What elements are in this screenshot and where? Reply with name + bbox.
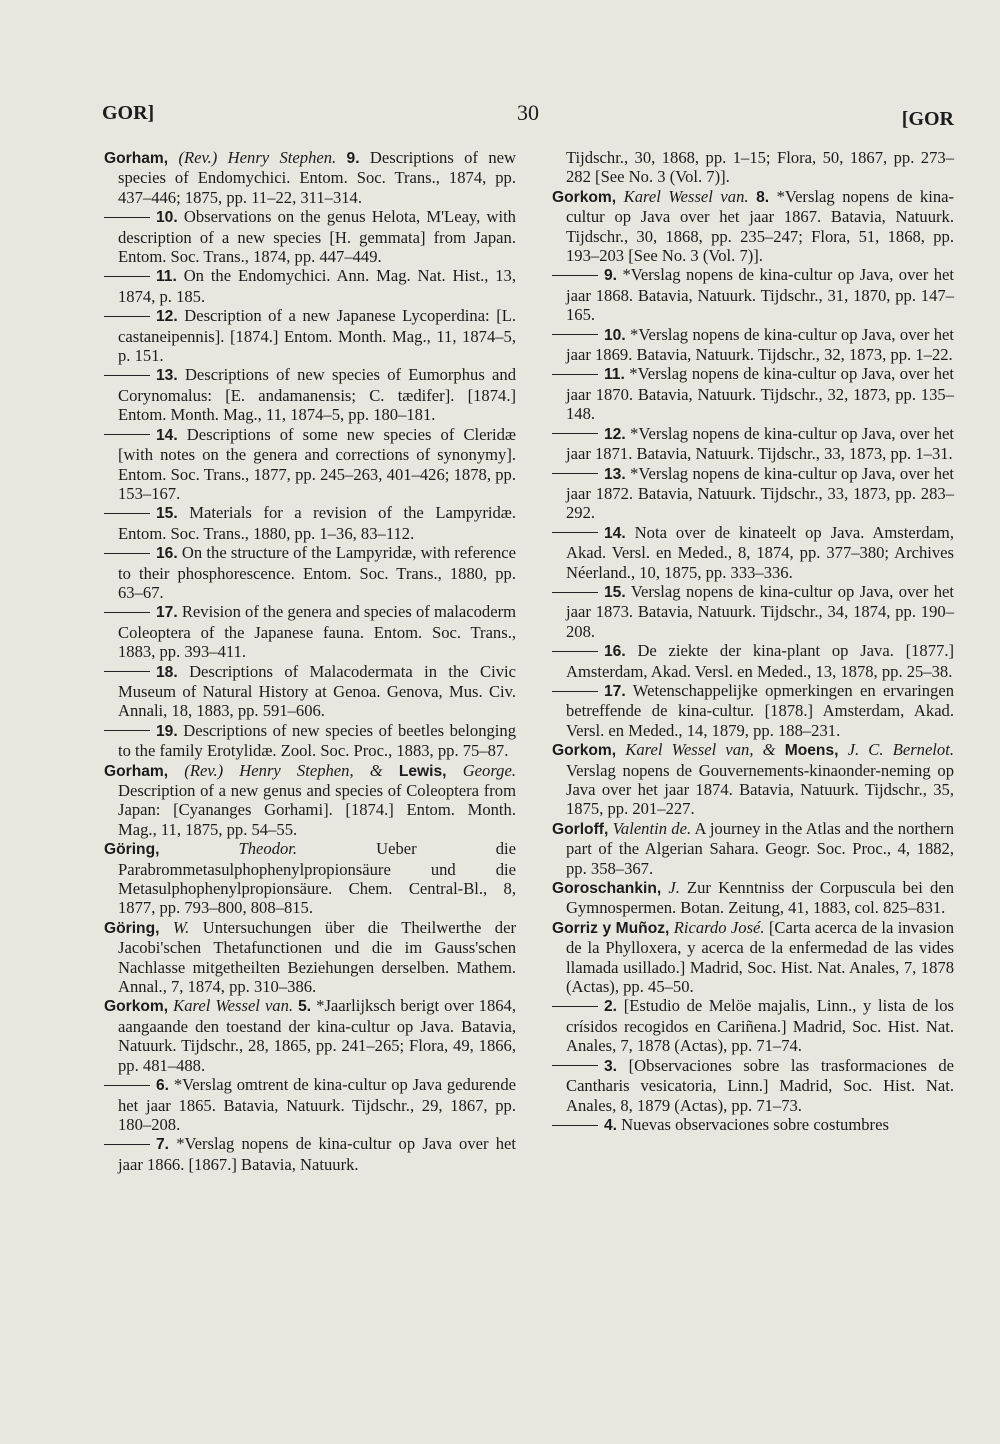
entry-text: Nota over de kinateelt op Java. Amsterdam, Akad. Versl. en Meded., 8, 1874, pp. 377–380; Archives Néerland., 10, 1875, pp. 333–336.: [566, 522, 954, 582]
bibliography-entry: [104, 207, 516, 266]
entry-text: Description of a new Japanese Lycoperdina: [L. castaneipennis]. [1874.] Entom. Month. Mag., 11, 1874–5, p. 151.: [118, 306, 517, 366]
ditto-rule: [552, 1006, 598, 1007]
entry-number: 5.: [298, 998, 312, 1016]
author-given-name: W.: [172, 917, 190, 937]
entry-text: De ziekte der kina-plant op Java. [1877.] Amsterdam, Akad. Versl. en Meded., 13, 1878, pp. 25–38.: [566, 641, 954, 681]
ditto-rule: [104, 1144, 150, 1145]
entry-number: 8.: [756, 188, 770, 206]
entry-number: 15.: [604, 583, 626, 601]
ditto-rule: [104, 730, 150, 731]
entry-number: 6.: [156, 1077, 170, 1095]
bibliography-entry: [552, 364, 954, 423]
bibliography-entry: [104, 503, 516, 543]
entry-text: Untersuchungen über die Theilwerthe der Jacobi'schen Thetafunctionen und die im Gauss'schen Nachlasse mitgetheilten Beziehungen derselben. Mathem. Annal., 7, 1874, pp. 310–386.: [118, 917, 516, 997]
entry-text: *Verslag nopens de kina-cultur op Java, over het jaar 1870. Batavia, Natuurk. Tijdschr., 32, 1873, pp. 135–148.: [566, 364, 954, 424]
entry-text: Materials for a revision of the Lampyridæ. Entom. Soc. Trans., 1880, pp. 1–36, 83–112.: [118, 503, 516, 543]
bibliography-entry: [552, 996, 954, 1055]
entry-number: 10.: [156, 209, 178, 227]
ditto-rule: [552, 651, 598, 652]
bibliography-entry: [552, 148, 954, 187]
coauthor-name: Lewis,: [398, 762, 447, 780]
ditto-rule: [104, 513, 150, 514]
entry-text: Verslag nopens de kina-cultur op Java, over het jaar 1873. Batavia, Natuurk. Tijdschr., 34, 1874, pp. 190–208.: [566, 581, 954, 641]
entry-text: On the structure of the Lampyridæ, with reference to their phosphorescence. Entom. Soc. Trans., 1880, pp. 63–67.: [118, 543, 516, 602]
entry-text: Descriptions of new species of Eumorphus and Corynomalus: [E. andamanensis; C. tædifer]. [1874.] Entom. Month. Mag., 11, 1874–5, pp. 180–181.: [118, 365, 516, 425]
bibliography-entry: [552, 424, 954, 464]
bibliography-entry: [104, 266, 516, 306]
author-given-name: J.: [668, 878, 680, 898]
bibliography-entry: [104, 306, 516, 365]
bibliography-entry: [552, 878, 954, 918]
entry-number: 16.: [156, 545, 178, 563]
entry-text: *Verslag omtrent de kina-cultur op Java gedurende het jaar 1865. Batavia, Natuurk. Tijdschr., 29, 1867, pp. 180–208.: [118, 1075, 516, 1134]
author-given-name: Karel Wessel van.: [173, 996, 294, 1016]
bibliography-entry: [552, 681, 954, 740]
entry-text: Descriptions of Malacodermata in the Civic Museum of Natural History at Genoa. Genova, Mus. Civ. Annali, 18, 1883, pp. 591–606.: [118, 661, 517, 721]
author-name: Göring,: [104, 919, 160, 937]
author-given-name: Ricardo José.: [673, 917, 765, 937]
ditto-rule: [552, 532, 598, 533]
entry-text: *Verslag nopens de kina-cultur op Java, over het jaar 1868. Batavia, Natuurk. Tijdschr., 31, 1870, pp. 147–165.: [566, 265, 954, 325]
ditto-rule: [104, 612, 150, 613]
entry-text: [Carta acerca de la invasion de la Phylloxera, y acerca de la enfermedad de las vides llamada usillado.] Madrid, Soc. Hist. Nat. Anales, 7, 1878 (Actas), pp. 45–50.: [566, 917, 954, 997]
ditto-rule: [104, 276, 150, 277]
ditto-rule: [552, 433, 598, 434]
header-left: GOR]: [102, 102, 155, 124]
author-name: Goroschankin,: [552, 880, 662, 898]
ditto-rule: [104, 316, 150, 317]
ditto-rule: [552, 1065, 598, 1066]
ditto-rule: [552, 334, 598, 335]
entry-number: 18.: [156, 663, 178, 681]
header-right: [GOR: [901, 108, 954, 130]
entry-text: Descriptions of some new species of Cleridæ [with notes on the genera and corrections of synonymy]. Entom. Soc. Trans., 1877, pp. 245–263, 401–426; 1878, pp. 153–167.: [118, 424, 516, 503]
entry-number: 15.: [156, 505, 178, 523]
author-name: Gorriz y Muñoz,: [552, 919, 670, 937]
entry-text: On the Endomychici. Ann. Mag. Nat. Hist., 13, 1874, p. 185.: [118, 266, 516, 306]
entry-text: Descriptions of new species of beetles belonging to the family Erotylidæ. Zool. Soc. Proc., 1883, pp. 75–87.: [118, 720, 516, 761]
entry-number: 11.: [156, 268, 177, 286]
entry-text: Verslag nopens de Gouvernements-kinaonder-neming op Java over het jaar 1874. Batavia, Natuurk. Tijdschr., 35, 1875, pp. 201–227.: [566, 760, 954, 819]
bibliography-entry: [104, 1075, 516, 1134]
bibliography-entry: [552, 740, 954, 819]
bibliography-entry: [552, 819, 954, 878]
entry-text: *Verslag nopens de kina-cultur op Java, over het jaar 1871. Batavia, Natuurk. Tijdschr., 33, 1873, pp. 1–31.: [566, 423, 954, 464]
entry-number: 19.: [156, 722, 178, 740]
bibliography-entry: [104, 996, 516, 1075]
entry-number: 12.: [156, 308, 178, 326]
page-number: 30: [517, 100, 539, 125]
left-column: [104, 148, 516, 1174]
entry-text: Nuevas observaciones sobre costumbres: [621, 1114, 889, 1134]
author-given-name: Theodor.: [238, 839, 298, 859]
entry-text: *Verslag nopens de kina-cultur op Java, over het jaar 1872. Batavia, Natuurk. Tijdschr., 33, 1873, pp. 283–292.: [566, 463, 954, 523]
ditto-rule: [104, 434, 150, 435]
bibliography-entry: [104, 721, 516, 761]
entry-number: 11.: [604, 366, 625, 384]
ditto-rule: [552, 592, 598, 593]
bibliography-entry: [552, 464, 954, 523]
entry-number: 9.: [604, 267, 618, 285]
author-given-name: Valentin de.: [612, 818, 692, 838]
author-given-name: Karel Wessel van.: [623, 186, 749, 206]
author-name: Göring,: [104, 841, 160, 859]
bibliography-entry: [104, 148, 516, 207]
entry-number: 14.: [604, 524, 626, 542]
entry-number: 3.: [604, 1057, 618, 1075]
ditto-rule: [552, 473, 598, 474]
bibliography-entry: [104, 662, 516, 721]
entry-text: *Verslag nopens de kina-cultur op Java over het jaar 1866. [1867.] Batavia, Natuurk.: [118, 1134, 516, 1174]
author-name: Gorham,: [104, 762, 169, 780]
bibliography-entry: [552, 325, 954, 365]
entry-number: 13.: [604, 465, 626, 483]
entry-text: A journey in the Atlas and the northern part of the Algerian Sahara. Geogr. Soc. Proc., 4, 1882, pp. 358–367.: [566, 818, 954, 878]
author-given-name: (Rev.) Henry Stephen, &: [184, 760, 383, 780]
bibliography-entry: [104, 602, 516, 661]
author-name: Gorham,: [104, 150, 169, 167]
author-name: Gorkom,: [552, 742, 617, 760]
entry-text: *Verslag nopens de kina-cultur op Java, over het jaar 1869. Batavia, Natuurk. Tijdschr., 32, 1873, pp. 1–22.: [566, 324, 954, 365]
bibliography-entry: [552, 523, 954, 582]
bibliography-entry: [104, 365, 516, 424]
bibliography-entry: [104, 761, 516, 840]
ditto-rule: [552, 275, 598, 276]
author-name: Gorkom,: [552, 188, 617, 206]
coauthor-name: Moens,: [784, 742, 839, 760]
entry-text: Ueber die Parabrommetasulphophenylpropionsäure und die Metasulphophenylpropionsäure. Chem. Central-Bl., 8, 1877, pp. 793–800, 808–815.: [118, 839, 516, 918]
entry-number: 9.: [346, 150, 360, 167]
coauthor-given-name: George.: [462, 760, 516, 780]
right-column: [552, 148, 954, 1135]
ditto-rule: [552, 1125, 598, 1126]
entry-text: *Jaarlijksch berigt over 1864, aangaande den toestand der kina-cultur op Java. Batavia, Natuurk. Tijdschr., 28, 1865, pp. 241–265; Flora, 49, 1866, pp. 481–488.: [118, 996, 517, 1075]
ditto-rule: [552, 374, 598, 375]
author-name: Gorloff,: [552, 820, 609, 838]
bibliography-entry: [104, 543, 516, 602]
coauthor-given-name: J. C. Bernelot.: [847, 740, 954, 760]
entry-number: 12.: [604, 425, 626, 443]
entry-text: Descriptions of new species of Endomychici. Entom. Soc. Trans., 1874, pp. 437–446; 1875, pp. 11–22, 311–314.: [118, 148, 516, 207]
entry-number: 13.: [156, 367, 178, 385]
author-given-name: (Rev.) Henry Stephen.: [178, 148, 337, 167]
ditto-rule: [552, 691, 598, 692]
ditto-rule: [104, 1085, 150, 1086]
entry-text: *Verslag nopens de kina-cultur op Java over het jaar 1867. Batavia, Natuurk. Tijdschr., 30, 1868, pp. 235–247; Flora, 51, 1868, pp. 193–203 [See No. 3 (Vol. 7)].: [566, 186, 955, 266]
bibliography-entry: [552, 582, 954, 641]
entry-text: Revision of the genera and species of malacoderm Coleoptera of the Japanese fauna. Entom. Soc. Trans., 1883, pp. 393–411.: [118, 602, 516, 662]
ditto-rule: [104, 217, 150, 218]
bibliography-entry: [104, 918, 516, 997]
bibliography-entry: [552, 918, 954, 997]
bibliography-entry: [104, 425, 516, 504]
author-name: Gorkom,: [104, 998, 169, 1016]
ditto-rule: [104, 671, 150, 672]
entry-number: 14.: [156, 426, 178, 444]
running-header: [102, 102, 954, 132]
bibliography-entry: [552, 1056, 954, 1115]
entry-text: [Observaciones sobre las trasformaciones de Cantharis vesicatoria, Linn.] Madrid, Soc. Hist. Nat. Anales, 8, 1879 (Actas), pp. 71–73.: [566, 1055, 955, 1115]
entry-number: 17.: [604, 682, 626, 700]
entry-text: Tijdschr., 30, 1868, pp. 1–15; Flora, 50, 1867, pp. 273–282 [See No. 3 (Vol. 7)].: [566, 148, 954, 187]
ditto-rule: [104, 375, 150, 376]
bibliography-entry: [552, 641, 954, 681]
bibliography-entry: [104, 839, 516, 918]
bibliography-entry: [552, 1115, 954, 1135]
entry-text: Description of a new genus and species of Coleoptera from Japan: [Cyananges Gorhami]. [1874.] Entom. Month. Mag., 11, 1875, pp. 54–55.: [118, 781, 516, 839]
entry-text: [Estudio de Melöe majalis, Linn., y lista de los crísidos recogidos en Cariñena.] Madrid, Soc. Hist. Nat. Anales, 7, 1878 (Actas), pp. 71–74.: [566, 996, 954, 1056]
entry-number: 16.: [604, 643, 626, 661]
bibliography-entry: [552, 187, 954, 266]
bibliography-entry: [552, 265, 954, 324]
author-given-name: Karel Wessel van, &: [625, 740, 776, 760]
bibliography-entry: [104, 1134, 516, 1174]
entry-number: 10.: [604, 326, 626, 344]
ditto-rule: [104, 553, 150, 554]
entry-number: 7.: [156, 1136, 170, 1154]
entry-number: 17.: [156, 604, 178, 622]
entry-number: 2.: [604, 998, 618, 1016]
entry-text: Zur Kenntniss der Corpuscula bei den Gymnospermen. Botan. Zeitung, 41, 1883, col. 825–831.: [566, 878, 954, 918]
entry-text: Wetenschappelijke opmerkingen en ervaringen betreffende de kina-cultur. [1878.] Amsterdam, Akad. Versl. en Meded., 14, 1879, pp. 188–231.: [566, 680, 954, 740]
entry-number: 4.: [604, 1116, 618, 1134]
entry-text: Observations on the genus Helota, M'Leay, with description of a new species [H. gemmata] from Japan. Entom. Soc. Trans., 1874, pp. 447–449.: [118, 207, 516, 267]
